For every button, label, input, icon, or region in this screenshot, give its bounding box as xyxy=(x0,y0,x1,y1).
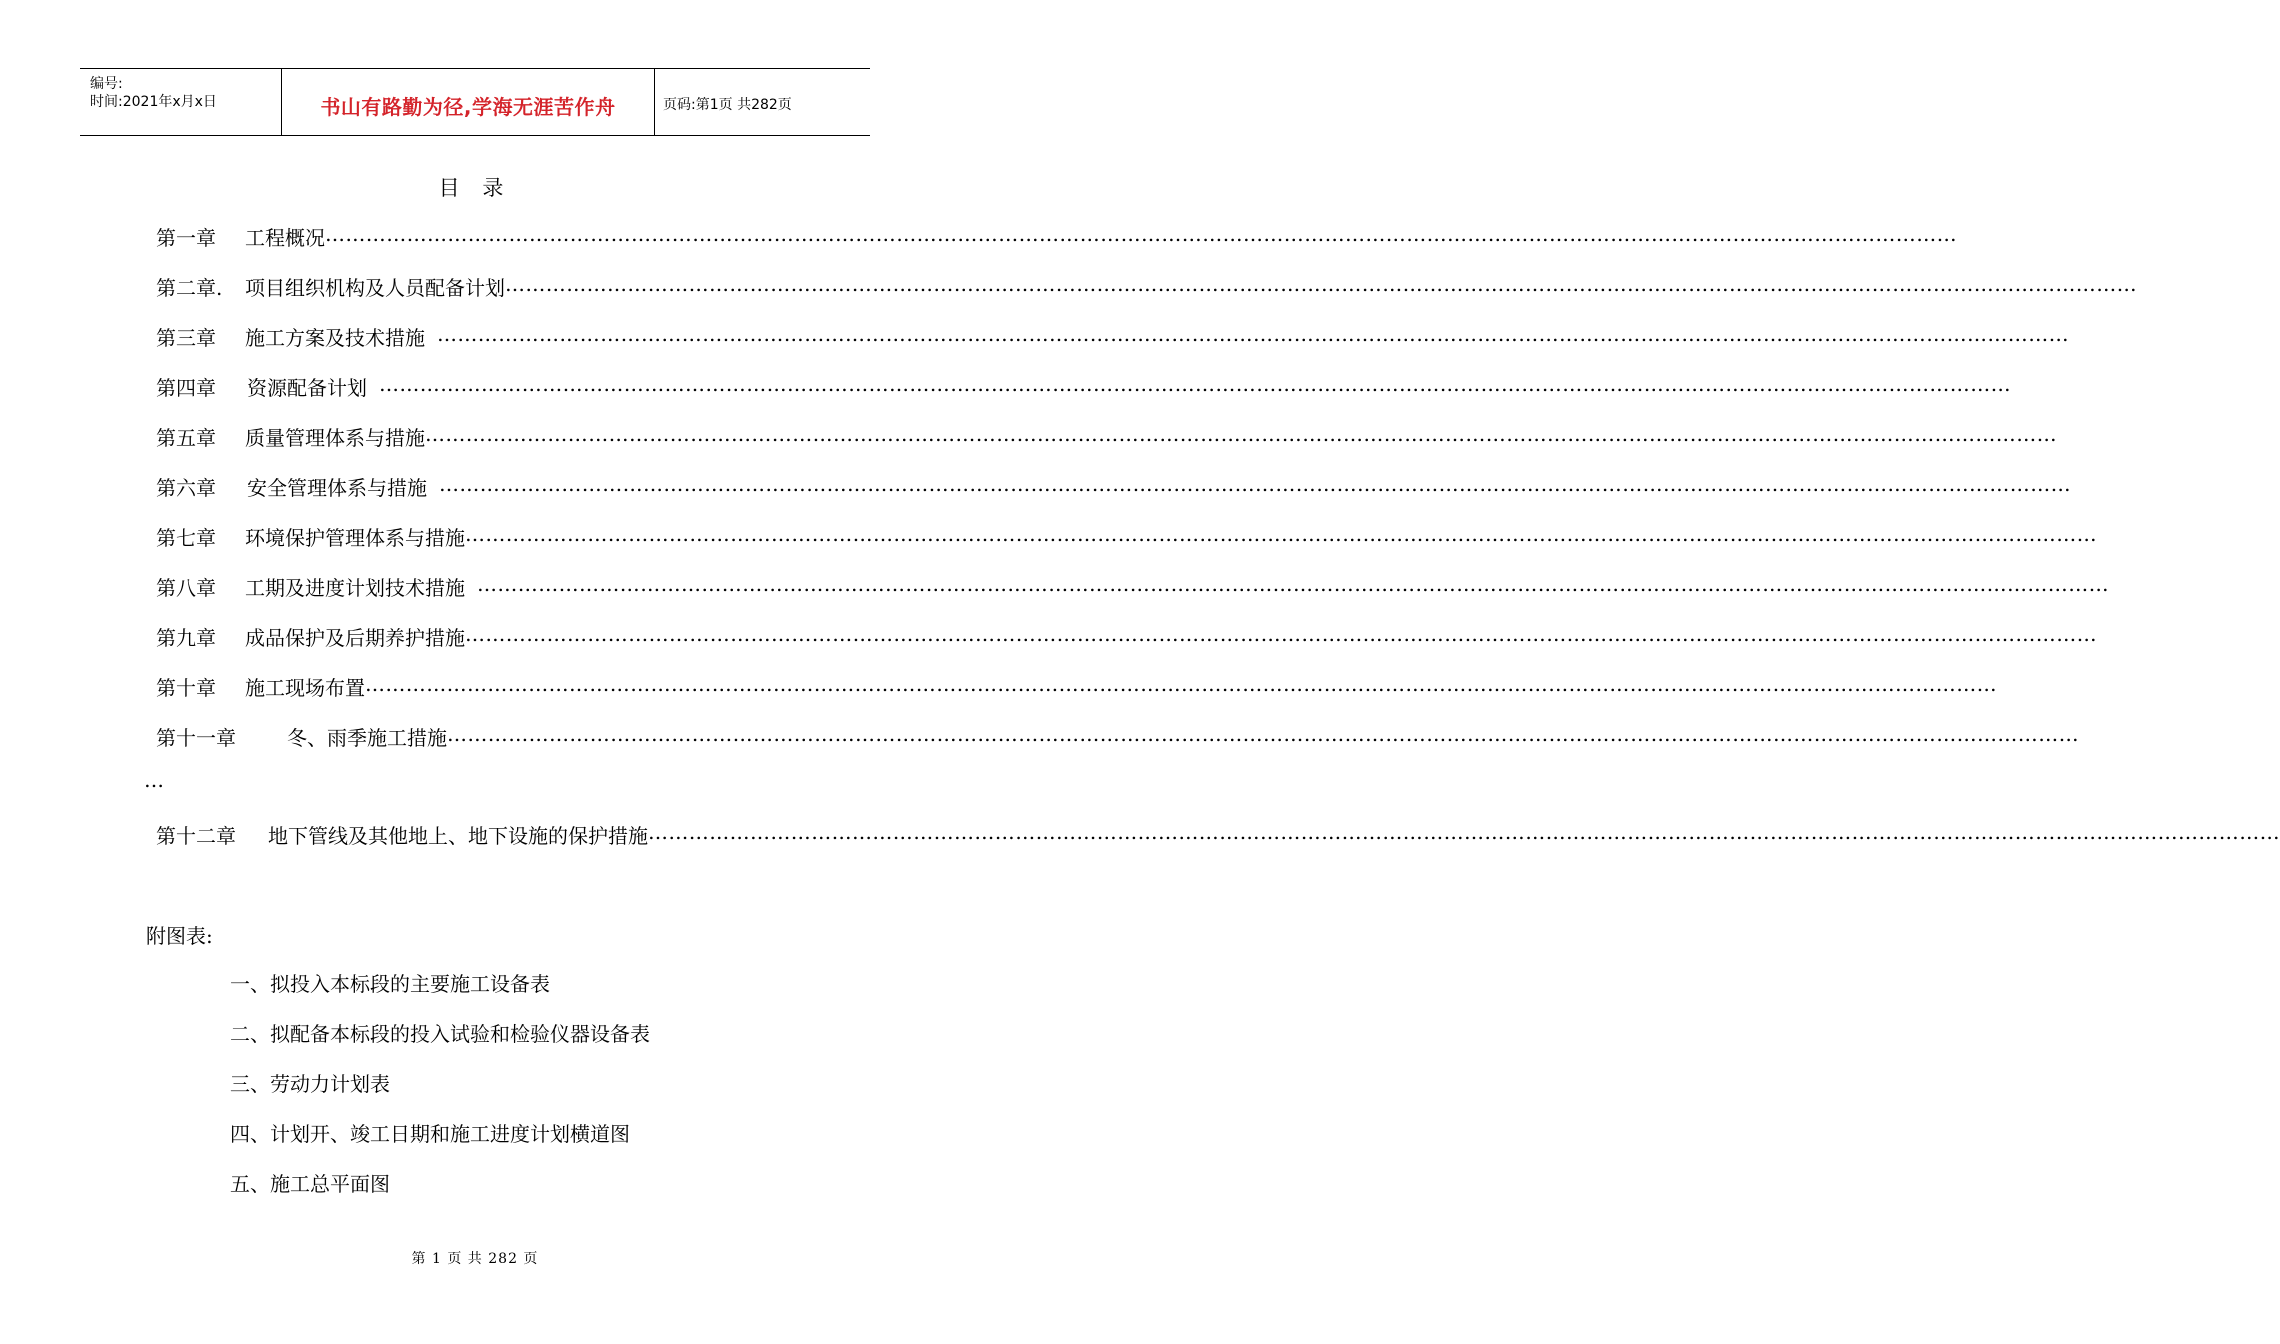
toc-chapter-label: 第九章 xyxy=(156,626,216,650)
header-meta-cell xyxy=(80,69,282,135)
appendix-item: 四、计划开、竣工日期和施工进度计划横道图 xyxy=(230,1122,630,1146)
number-label: 编号: xyxy=(90,76,123,92)
toc-chapter-label: 第七章 xyxy=(156,526,216,550)
toc-dot-leader: …………………………………………………………………………………………………………………………………………………………………………………………………………………… xyxy=(365,672,1997,696)
appendix-item: 一、拟投入本标段的主要施工设备表 xyxy=(230,972,550,996)
toc-chapter-label: 第十章 xyxy=(156,676,216,700)
motto-text: 书山有路勤为径,学海无涯苦作舟 xyxy=(320,95,616,119)
header-motto-cell xyxy=(282,69,655,135)
toc-chapter-label: 第二章. xyxy=(156,276,223,300)
toc-dot-leader: …………………………………………………………………………………………………………………………………………………………………………………………………………………… xyxy=(477,572,2109,596)
toc-chapter-label: 第三章 xyxy=(156,326,216,350)
toc-chapter-name: 资源配备计划 xyxy=(247,376,367,400)
toc-dot-leader: …………………………………………………………………………………………………………………………………………………………………………………………………………………… xyxy=(379,372,2011,396)
appendix-item: 五、施工总平面图 xyxy=(230,1172,390,1196)
toc-dot-leader: …………………………………………………………………………………………………………………………………………………………………………………………………………………… xyxy=(648,820,2280,844)
header-page-cell xyxy=(655,69,870,135)
toc-chapter-label: 第八章 xyxy=(156,576,216,600)
toc-chapter-name: 项目组织机构及人员配备计划 xyxy=(245,276,505,300)
toc-chapter-label: 第四章 xyxy=(156,376,216,400)
toc-dot-leader-overflow: … xyxy=(144,768,165,792)
toc-dot-leader: …………………………………………………………………………………………………………………………………………………………………………………………………………………… xyxy=(439,472,2071,496)
toc-chapter-label: 第十二章 xyxy=(156,824,236,848)
toc-chapter-name: 地下管线及其他地上、地下设施的保护措施 xyxy=(268,824,648,848)
toc-dot-leader: …………………………………………………………………………………………………………………………………………………………………………………………………………………… xyxy=(447,722,2079,746)
toc-chapter-name: 质量管理体系与措施 xyxy=(245,426,425,450)
toc-chapter-name: 成品保护及后期养护措施 xyxy=(245,626,465,650)
toc-dot-leader: …………………………………………………………………………………………………………………………………………………………………………………………………………………… xyxy=(325,222,1957,246)
appendix-item: 三、劳动力计划表 xyxy=(230,1072,390,1096)
toc-chapter-label: 第十一章 xyxy=(156,726,236,750)
toc-chapter-name: 环境保护管理体系与措施 xyxy=(245,526,465,550)
toc-chapter-name: 施工现场布置 xyxy=(245,676,365,700)
toc-chapter-label: 第六章 xyxy=(156,476,216,500)
toc-dot-leader: …………………………………………………………………………………………………………………………………………………………………………………………………………………… xyxy=(505,272,2137,296)
header-page-info: 页码:第1页 共282页 xyxy=(663,97,792,113)
toc-dot-leader: …………………………………………………………………………………………………………………………………………………………………………………………………………………… xyxy=(425,422,2057,446)
toc-chapter-name: 工程概况 xyxy=(245,226,325,250)
toc-chapter-name: 安全管理体系与措施 xyxy=(247,476,427,500)
appendix-item: 二、拟配备本标段的投入试验和检验仪器设备表 xyxy=(230,1022,650,1046)
toc-dot-leader: …………………………………………………………………………………………………………………………………………………………………………………………………………………… xyxy=(465,622,2097,646)
page-footer: 第 1 页 共 282 页 xyxy=(411,1251,539,1267)
toc-chapter-name: 工期及进度计划技术措施 xyxy=(245,576,465,600)
toc-chapter-name: 冬、雨季施工措施 xyxy=(287,726,447,750)
toc-title: 目 录 xyxy=(438,176,512,200)
toc-dot-leader: …………………………………………………………………………………………………………………………………………………………………………………………………………………… xyxy=(437,322,2069,346)
toc-chapter-label: 第一章 xyxy=(156,226,216,250)
time-label: 时间:2021年x月x日 xyxy=(90,94,217,110)
appendix-title: 附图表: xyxy=(146,924,213,948)
toc-chapter-name: 施工方案及技术措施 xyxy=(245,326,425,350)
document-header xyxy=(80,68,870,136)
toc-dot-leader: …………………………………………………………………………………………………………………………………………………………………………………………………………………… xyxy=(465,522,2097,546)
toc-chapter-label: 第五章 xyxy=(156,426,216,450)
